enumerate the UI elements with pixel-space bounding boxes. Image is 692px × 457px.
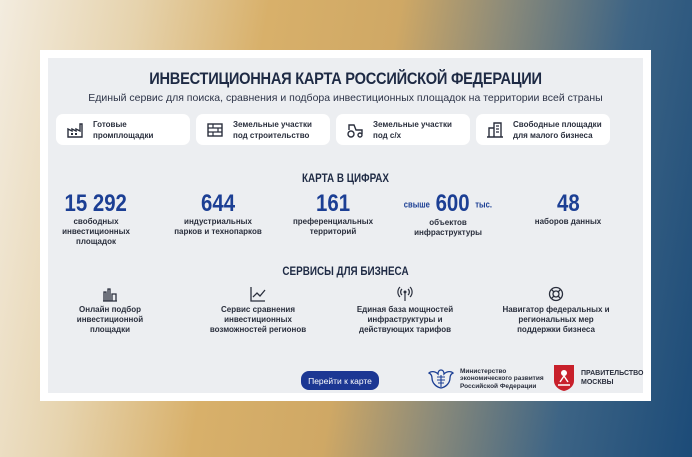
signal-tower-icon: [397, 286, 413, 302]
stat-desc: наборов данных: [534, 217, 602, 226]
tractor-icon: [346, 121, 364, 139]
feature-agri-land[interactable]: [336, 114, 470, 145]
feature-label: Земельные участки под с/х: [373, 119, 452, 140]
stat-value: свыше 600 тыс.: [403, 190, 493, 217]
service-infrastructure-db[interactable]: [340, 286, 470, 335]
banner-card: [40, 50, 651, 401]
stat-infrastructure: [393, 192, 503, 238]
factory-chimneys-icon: [102, 286, 118, 302]
feature-small-business[interactable]: [476, 114, 610, 145]
stat-desc: объектов инфраструктуры: [414, 217, 482, 237]
moscow-coat-of-arms-icon: [553, 364, 575, 392]
stat-value: 48: [556, 190, 580, 217]
service-site-selection[interactable]: [60, 286, 160, 335]
service-label: Единая база мощностей инфраструктуры и действующих тарифов: [356, 305, 454, 334]
line-chart-icon: [250, 286, 266, 302]
brick-wall-icon: [206, 121, 224, 139]
stat-desc: преференциальных территорий: [292, 217, 374, 236]
service-label: Навигатор федеральных и региональных мер поддержки бизнеса: [502, 305, 610, 334]
stat-preferential-territories: [283, 192, 383, 237]
stat-industrial-parks: [163, 192, 273, 237]
feature-label: Свободные площадки для малого бизнеса: [513, 119, 602, 140]
moscow-government-logo: [553, 364, 643, 392]
double-eagle-emblem-icon: [428, 366, 454, 392]
service-label: Сервис сравнения инвестиционных возможностей регионов: [209, 305, 307, 334]
stat-desc: индустриальных парков и технопарков: [174, 217, 262, 236]
service-region-comparison[interactable]: [198, 286, 318, 335]
ministry-name: Министерство экономического развития Российской Федерации: [460, 367, 544, 390]
stat-datasets: [523, 192, 613, 227]
buildings-icon: [486, 121, 504, 139]
stat-desc: свободных инвестиционных площадок: [62, 217, 130, 246]
go-to-map-button[interactable]: Перейти к карте: [301, 371, 379, 390]
stats-section-title: КАРТА В ЦИФРАХ: [301, 173, 390, 185]
government-name: ПРАВИТЕЛЬСТВО МОСКВЫ: [581, 370, 644, 386]
service-label: Онлайн подбор инвестиционной площадки: [76, 305, 144, 334]
stat-value: 15 292: [64, 190, 128, 217]
feature-ready-sites[interactable]: [56, 114, 190, 145]
lifebuoy-icon: [548, 286, 564, 302]
service-support-navigator[interactable]: [491, 286, 621, 335]
ministry-logo: [428, 366, 544, 392]
stat-value: 644: [200, 190, 236, 217]
page-subtitle: Единый сервис для поиска, сравнения и подбора инвестиционных площадок на территории всей страны: [88, 92, 603, 104]
page-title: ИНВЕСТИЦИОННАЯ КАРТА РОССИЙСКОЙ ФЕДЕРАЦИИ: [149, 69, 542, 88]
factory-icon: [66, 121, 84, 139]
feature-label: Готовые промплощадки: [93, 119, 154, 140]
banner-panel: [48, 58, 643, 393]
feature-label: Земельные участки под строительство: [233, 119, 312, 140]
stat-investment-sites: [48, 192, 144, 247]
stat-value: 161: [315, 190, 351, 217]
feature-construction-land[interactable]: [196, 114, 330, 145]
services-section-title: СЕРВИСЫ ДЛЯ БИЗНЕСА: [282, 266, 409, 278]
